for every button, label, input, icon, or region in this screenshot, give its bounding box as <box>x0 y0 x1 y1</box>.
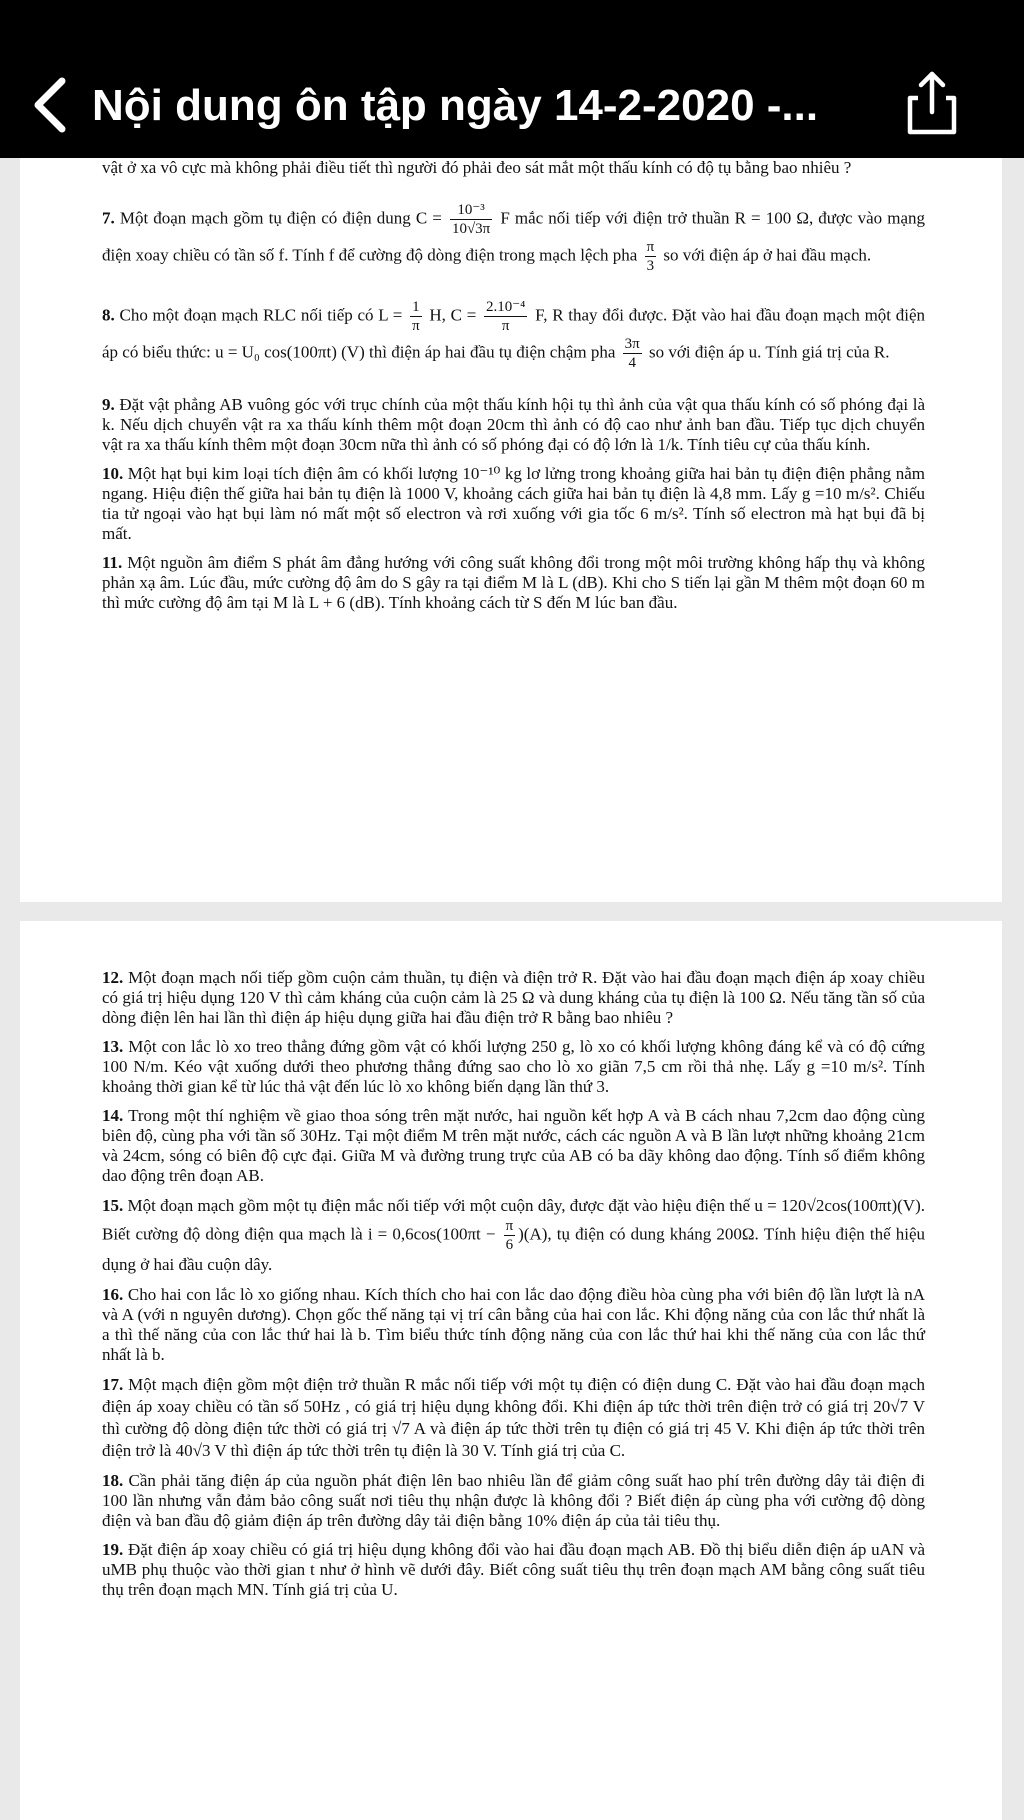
fraction-phase: $\frac{3\pi}{4}$ <box>624 336 640 371</box>
question-19: 19. Đặt điện áp xoay chiều có giá trị hiệu dụng không đổi vào hai đầu đoạn mạch AB. Đồ thị biểu diễn điện áp uAN và uMB phụ thuộc vào thời gian t như ở hình vẽ dưới đây. Biết công suất tiêu thụ trên đoạn mạch AM bằng công suất tiêu thụ trên đoạn mạch MN. Tính giá trị của U. <box>102 1540 925 1599</box>
share-icon <box>904 70 960 138</box>
fraction-phase: $\frac{\pi}{3}$ <box>646 239 655 274</box>
question-8: 8. Cho một đoạn mạch RLC nối tiếp có L = $\frac{1}{\pi}$ H, C = $\frac{\text{2.10⁻⁴}}{\pi}$ F, R thay đổi được. Đặt vào hai đầu đoạn mạch một điện áp có biểu thức: u = U₀ cos(100πt) (V) thì điện áp hai đầu tụ điện chậm pha $\frac{3\pi}{4}$ so với điện áp u. Tính giá trị của R. <box>102 299 926 371</box>
intro-text: vật ở xa vô cực mà không phải điều tiết thì người đó phải đeo sát mắt một thấu kính có độ tụ bằng bao nhiêu ? <box>102 158 852 177</box>
question-12: 12. Một đoạn mạch nối tiếp gồm cuộn cảm thuần, tụ điện và điện trở R. Đặt vào hai đầu đoạn mạch điện áp xoay chiều có giá trị hiệu dụng 120 V thì cảm kháng của cuộn cảm là 25 Ω và dung kháng của tụ điện là 100 Ω. Nếu tăng tần số của dòng điện lên hai lần thì điện áp hiệu dụng giữa hai đầu điện trở R bằng bao nhiêu ? <box>102 968 925 1027</box>
chevron-left-icon <box>30 75 70 135</box>
fraction-capacitance: $\frac{\text{2.10⁻⁴}}{\pi}$ <box>486 299 526 334</box>
question-17: 17. Một mạch điện gồm một điện trở thuần R mắc nối tiếp với một tụ điện có điện dung C. Đặt vào hai đầu đoạn mạch điện áp xoay chiều có tần số 50Hz , có giá trị hiệu dụng không đổi. Khi điện áp tức thời trên điện trở có giá trị 20√7 V thì cường độ dòng điện tức thời có giá trị √7 A và điện áp tức thời trên tụ điện có giá trị 45 V. Khi điện áp tức thời trên điện trở là 40√3 V thì điện áp tức thời trên tụ điện là 30 V. Tính giá trị của C. <box>102 1375 925 1460</box>
document-page-2 <box>20 921 1002 1820</box>
question-10: 10. Một hạt bụi kim loại tích điện âm có khối lượng 10⁻¹⁰ kg lơ lửng trong khoảng giữa hai bản tụ điện điện phẳng nằm ngang. Hiệu điện thế giữa hai bản tụ điện là 1000 V, khoảng cách giữa hai bản tụ điện là 4,8 mm. Lấy g =10 m/s². Chiếu tia tử ngoại vào hạt bụi làm nó mất một số electron và rơi xuống với gia tốc 6 m/s². Tính số electron mà hạt bụi đã bị mất. <box>102 464 925 543</box>
back-button[interactable] <box>24 72 76 138</box>
document-page-1 <box>20 150 1002 902</box>
question-9: 9. Đặt vật phẳng AB vuông góc với trục chính của một thấu kính hội tụ thì ảnh của vật qua thấu kính có số phóng đại là k. Nếu dịch chuyển vật ra xa thấu kính thêm một đoạn 20cm thì ảnh có độ cao như ảnh ban đầu. Tiếp tục dịch chuyển vật ra xa thấu kính thêm một đoạn 30cm nữa thì ảnh có số phóng đại có độ lớn là 1/k. Tính tiêu cự của thấu kính. <box>102 395 925 454</box>
question-7: 7. Một đoạn mạch gồm tụ điện có điện dung C = $\frac{\text{10⁻³}}{10√3\pi}$ F mắc nối tiếp với điện trở thuần R = 100 Ω, được vào mạng điện xoay chiều có tần số f. Tính f để cường độ dòng điện trong mạch lệch pha $\frac{\pi}{3}$ so với điện áp ở hai đầu mạch. <box>102 202 926 274</box>
question-18: 18. Cần phải tăng điện áp của nguồn phát điện lên bao nhiêu lần để giảm công suất hao phí trên đường dây tải điện đi 100 lần nhưng vẫn đảm bảo công suất nơi tiêu thụ nhận được là không đổi ? Biết điện áp cùng pha với cường độ dòng điện và ban đầu độ giảm điện áp trên đường dây tải điện bằng 10% điện áp của tải tiêu thụ. <box>102 1471 925 1530</box>
document-title: Nội dung ôn tập ngày 14-2-2020 -... <box>92 81 819 130</box>
fraction-inductance: $\frac{1}{\pi}$ <box>412 299 420 334</box>
question-11: 11. Một nguồn âm điểm S phát âm đẳng hướng với công suất không đổi trong một môi trường không hấp thụ và không phản xạ âm. Lúc đầu, mức cường độ âm do S gây ra tại điểm M là L (dB). Khi cho S tiến lại gần M thêm một đoạn 60 m thì mức cường độ âm tại M là L + 6 (dB). Tính khoảng cách từ S đến M lúc ban đầu. <box>102 553 925 612</box>
top-navigation-bar <box>0 0 1024 158</box>
fraction-phase: $\frac{\pi}{6}$ <box>505 1218 514 1253</box>
question-15: 15. Một đoạn mạch gồm một tụ điện mắc nối tiếp với một cuộn dây, được đặt vào hiệu điện thế u = 120√2cos(100πt)(V). Biết cường độ dòng điện qua mạch là i = 0,6cos(100πt − $\frac{\pi}{6}$ )(A), tụ điện có dung kháng 200Ω. Tính hiệu điện thế hiệu dụng ở hai đầu cuộn dây. <box>102 1196 925 1274</box>
question-14: 14. Trong một thí nghiệm về giao thoa sóng trên mặt nước, hai nguồn kết hợp A và B cách nhau 7,2cm dao động cùng biên độ, cùng pha với tần số 30Hz. Tại một điểm M trên mặt nước, cách các nguồn A và B lần lượt những khoảng 21cm và 24cm, sóng có biên độ cực đại. Giữa M và đường trung trực của AB có ba dãy không dao động. Tính số điểm không dao động trên đoạn AB. <box>102 1106 925 1185</box>
question-16: 16. Cho hai con lắc lò xo giống nhau. Kích thích cho hai con lắc dao động điều hòa cùng pha với biên độ lần lượt là nA và A (với n nguyên dương). Chọn gốc thế năng tại vị trí cân bằng của hai con lắc. Khi động năng của con lắc thứ nhất là a thì thế năng của con lắc thứ hai là b. Tìm biểu thức tính động năng của con lắc thứ hai khi thế năng của con lắc thứ nhất là b. <box>102 1285 925 1364</box>
fraction-capacitance: $\frac{\text{10⁻³}}{10√3\pi}$ <box>451 202 491 237</box>
question-13: 13. Một con lắc lò xo treo thẳng đứng gồm vật có khối lượng 250 g, lò xo có khối lượng không đáng kể và có độ cứng 100 N/m. Kéo vật xuống dưới theo phương thẳng đứng sao cho lò xo giãn 7,5 cm rồi thả nhẹ. Lấy g =10 m/s². Tính khoảng thời gian kể từ lúc thả vật đến lúc lò xo không biến dạng lần thứ 3. <box>102 1037 925 1096</box>
share-button[interactable] <box>900 66 964 142</box>
